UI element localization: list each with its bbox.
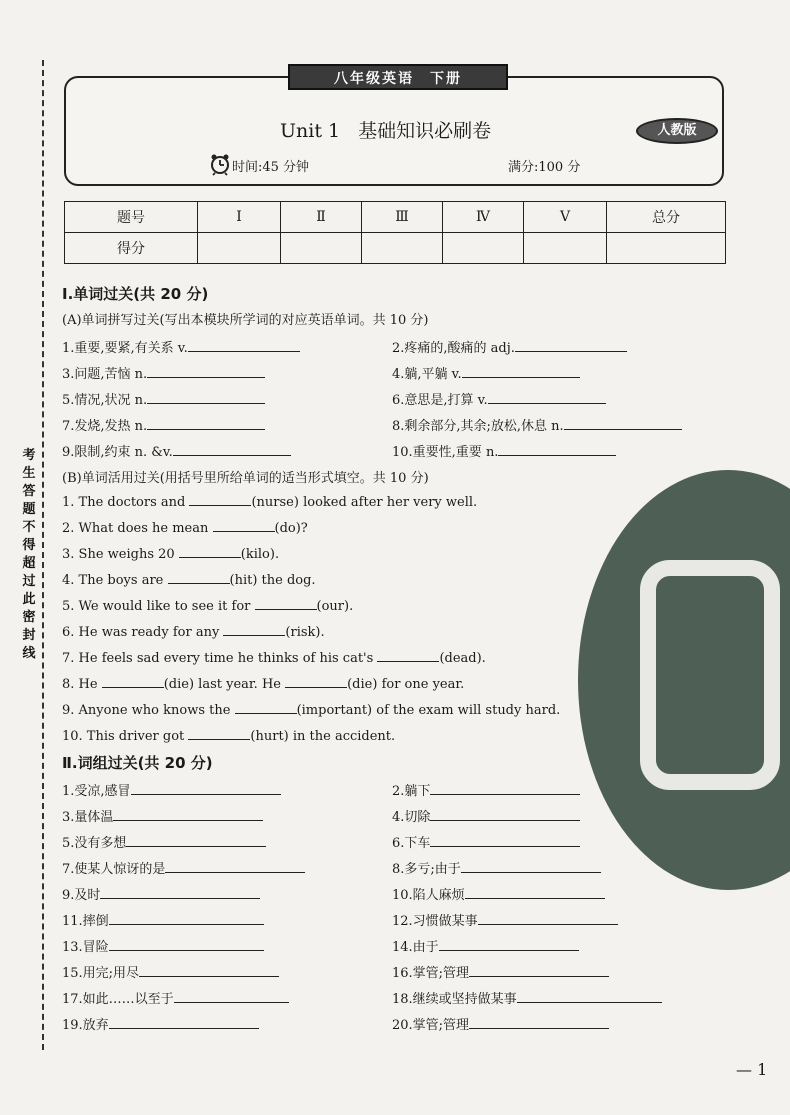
item-text: for one year. <box>377 677 465 692</box>
score-input-cell[interactable] <box>524 233 607 264</box>
item-text: 5.情况,状况 n. <box>62 393 148 408</box>
list-item <box>392 988 662 1007</box>
answer-blank[interactable] <box>377 649 439 662</box>
list-item <box>62 363 265 382</box>
answer-blank[interactable] <box>147 417 265 430</box>
answer-blank[interactable] <box>478 912 618 925</box>
item-text: 9.限制,约束 n. &v. <box>62 445 173 460</box>
answer-blank[interactable] <box>102 675 164 688</box>
answer-blank[interactable] <box>430 834 580 847</box>
list-item <box>62 858 305 877</box>
answer-blank[interactable] <box>439 938 579 951</box>
score-input-cell[interactable] <box>607 233 726 264</box>
list-item <box>62 571 316 588</box>
score-input-cell[interactable] <box>198 233 281 264</box>
answer-blank[interactable] <box>139 964 279 977</box>
list-item <box>62 806 263 825</box>
answer-blank[interactable] <box>285 675 347 688</box>
item-text: . <box>481 651 486 666</box>
answer-blank[interactable] <box>188 727 250 740</box>
list-item <box>392 337 627 356</box>
answer-blank[interactable] <box>498 443 616 456</box>
list-item <box>62 1014 259 1033</box>
item-text: 10. This driver got <box>62 729 189 744</box>
item-text: 3.问题,苦恼 n. <box>62 367 148 382</box>
answer-blank[interactable] <box>189 493 251 506</box>
answer-blank[interactable] <box>517 990 662 1003</box>
list-item <box>392 363 580 382</box>
list-item <box>62 337 300 356</box>
list-item <box>62 545 279 562</box>
list-item <box>392 936 579 955</box>
answer-blank[interactable] <box>126 834 266 847</box>
answer-blank[interactable] <box>469 1016 609 1029</box>
item-text: 6. He was ready for any <box>62 625 224 640</box>
edition-badge: 人教版 <box>636 118 718 144</box>
score-table-cell: Ⅳ <box>443 202 524 233</box>
item-text: 17.如此……以至于 <box>62 992 174 1007</box>
item-hint: (dead) <box>439 651 482 666</box>
list-item <box>62 441 291 460</box>
answer-blank[interactable] <box>462 365 580 378</box>
list-item <box>62 623 325 640</box>
item-text: 9.及时 <box>62 888 101 903</box>
item-text: 10.陷人麻烦 <box>392 888 465 903</box>
list-item <box>392 389 606 408</box>
item-text: the dog. <box>257 573 316 588</box>
list-item <box>392 910 618 929</box>
item-text: 3.量体温 <box>62 810 114 825</box>
item-text: 18.继续或坚持做某事 <box>392 992 517 1007</box>
item-text: 20.掌管;管理 <box>392 1018 470 1033</box>
score-table-cell: 得分 <box>65 233 198 264</box>
list-item <box>62 884 260 903</box>
list-item <box>62 649 486 666</box>
item-text: 6.意思是,打算 v. <box>392 393 488 408</box>
answer-blank[interactable] <box>174 990 289 1003</box>
item-text: . <box>349 599 354 614</box>
answer-blank[interactable] <box>564 417 682 430</box>
item-text: 7.使某人惊讶的是 <box>62 862 166 877</box>
item-text: looked after her very well. <box>298 495 478 510</box>
score-table <box>64 201 726 264</box>
answer-blank[interactable] <box>168 571 230 584</box>
answer-blank[interactable] <box>430 808 580 821</box>
item-text: 11.摔倒 <box>62 914 109 929</box>
item-hint: (die) <box>347 677 378 692</box>
answer-blank[interactable] <box>465 886 605 899</box>
score-table-cell: 题号 <box>65 202 198 233</box>
answer-blank[interactable] <box>255 597 317 610</box>
item-text: 12.习惯做某事 <box>392 914 478 929</box>
decorative-character-graphic <box>640 560 780 790</box>
answer-blank[interactable] <box>100 886 260 899</box>
list-item <box>62 727 395 744</box>
list-item <box>62 701 560 718</box>
list-item <box>392 884 605 903</box>
page-title <box>280 116 491 143</box>
item-hint: (hurt) <box>250 729 289 744</box>
answer-blank[interactable] <box>113 808 263 821</box>
answer-blank[interactable] <box>461 860 601 873</box>
answer-blank[interactable] <box>235 701 297 714</box>
item-hint: (nurse) <box>251 495 299 510</box>
item-text: 1. The doctors and <box>62 495 190 510</box>
answer-blank[interactable] <box>147 391 265 404</box>
time-limit: 时间:45 分钟 <box>232 160 310 175</box>
score-table-cell: 总分 <box>607 202 726 233</box>
item-text: 7. He feels sad every time he thinks of his cat's <box>62 651 378 666</box>
item-hint: (our) <box>316 599 350 614</box>
item-text: 5.没有多想 <box>62 836 127 851</box>
list-item <box>392 962 609 981</box>
score-table-cell: Ⅲ <box>362 202 443 233</box>
book-title: 八年级英语 下册 <box>288 64 508 90</box>
list-item <box>62 962 279 981</box>
item-text: 16.掌管;管理 <box>392 966 470 981</box>
list-item <box>392 806 580 825</box>
item-text: . <box>274 547 280 562</box>
answer-blank[interactable] <box>488 391 606 404</box>
section-1-title: Ⅰ.单词过关(共 20 分) <box>62 285 209 303</box>
score-table-cell: Ⅰ <box>198 202 281 233</box>
list-item <box>392 832 580 851</box>
item-text: 5. We would like to see it for <box>62 599 255 614</box>
list-item <box>62 389 265 408</box>
seal-line <box>42 60 44 1050</box>
list-item <box>62 832 266 851</box>
list-item <box>392 858 601 877</box>
item-hint: (important) <box>296 703 373 718</box>
test-title: 基础知识必刷卷 <box>358 120 492 142</box>
item-hint: (risk) <box>285 625 321 640</box>
seal-line-notice: 考生答题不得超过此密封线 <box>22 448 36 661</box>
item-text: . <box>320 625 325 640</box>
full-score: 满分:100 分 <box>508 160 581 175</box>
list-item <box>62 597 353 614</box>
score-input-cell[interactable] <box>281 233 362 264</box>
answer-blank[interactable] <box>469 964 609 977</box>
item-text: ? <box>300 521 308 536</box>
item-text: 8.多亏;由于 <box>392 862 461 877</box>
list-item <box>392 1014 609 1033</box>
score-table-score-row <box>65 233 726 264</box>
answer-blank[interactable] <box>109 938 264 951</box>
item-text: 2.躺下 <box>392 784 431 799</box>
item-text: 19.放弃 <box>62 1018 109 1033</box>
item-text: 3. She weighs 20 <box>62 547 179 562</box>
item-text: 10.重要性,重要 n. <box>392 445 499 460</box>
item-text: 13.冒险 <box>62 940 109 955</box>
part-a-title: (A)单词拼写过关(写出本模块所学词的对应英语单词。共 10 分) <box>62 313 429 328</box>
page-number: — 1 <box>736 1060 768 1079</box>
answer-blank[interactable] <box>109 1016 259 1029</box>
score-table-cell: Ⅴ <box>524 202 607 233</box>
item-text: 15.用完;用尽 <box>62 966 140 981</box>
item-text: 4.躺,平躺 v. <box>392 367 462 382</box>
answer-blank[interactable] <box>179 545 241 558</box>
list-item <box>62 675 464 692</box>
unit-label: Unit 1 <box>280 120 341 142</box>
list-item <box>62 780 281 799</box>
list-item <box>62 936 264 955</box>
answer-blank[interactable] <box>173 443 291 456</box>
item-text: 9. Anyone who knows the <box>62 703 235 718</box>
item-hint: (hit) <box>229 573 258 588</box>
score-table-header-row <box>65 202 726 233</box>
answer-blank[interactable] <box>188 339 300 352</box>
item-text: 8.剩余部分,其余;放松,休息 n. <box>392 419 564 434</box>
item-text: 7.发烧,发热 n. <box>62 419 148 434</box>
item-hint: (die) <box>163 677 195 692</box>
answer-blank[interactable] <box>515 339 627 352</box>
answer-blank[interactable] <box>147 365 265 378</box>
item-text: 6.下车 <box>392 836 431 851</box>
list-item <box>62 910 264 929</box>
list-item <box>62 493 477 510</box>
answer-blank[interactable] <box>430 782 580 795</box>
part-b-title: (B)单词活用过关(用括号里所给单词的适当形式填空。共 10 分) <box>62 471 429 486</box>
answer-blank[interactable] <box>131 782 281 795</box>
score-table-cell: Ⅱ <box>281 202 362 233</box>
item-text: of the exam will study hard. <box>372 703 561 718</box>
answer-blank[interactable] <box>109 912 264 925</box>
item-text: 1.受凉,感冒 <box>62 784 131 799</box>
answer-blank[interactable] <box>213 519 275 532</box>
answer-blank[interactable] <box>223 623 285 636</box>
item-hint: (do) <box>274 521 301 536</box>
item-text: 4. The boys are <box>62 573 168 588</box>
list-item <box>62 519 308 536</box>
list-item <box>392 441 616 460</box>
score-input-cell[interactable] <box>443 233 524 264</box>
item-text: in the accident. <box>288 729 396 744</box>
score-input-cell[interactable] <box>362 233 443 264</box>
list-item <box>392 415 682 434</box>
list-item <box>392 780 580 799</box>
list-item <box>62 988 289 1007</box>
item-text: 2. What does he mean <box>62 521 213 536</box>
item-text: 1.重要,要紧,有关系 v. <box>62 341 188 356</box>
list-item <box>62 415 265 434</box>
item-text: 2.疼痛的,酸痛的 adj. <box>392 341 515 356</box>
item-text: 8. He <box>62 677 102 692</box>
item-text: 4.切除 <box>392 810 431 825</box>
item-hint: (kilo) <box>240 547 275 562</box>
section-2-title: Ⅱ.词组过关(共 20 分) <box>62 754 213 772</box>
alarm-clock-icon <box>208 152 232 176</box>
item-text: 14.由于 <box>392 940 439 955</box>
answer-blank[interactable] <box>165 860 305 873</box>
item-text: last year. He <box>194 677 286 692</box>
